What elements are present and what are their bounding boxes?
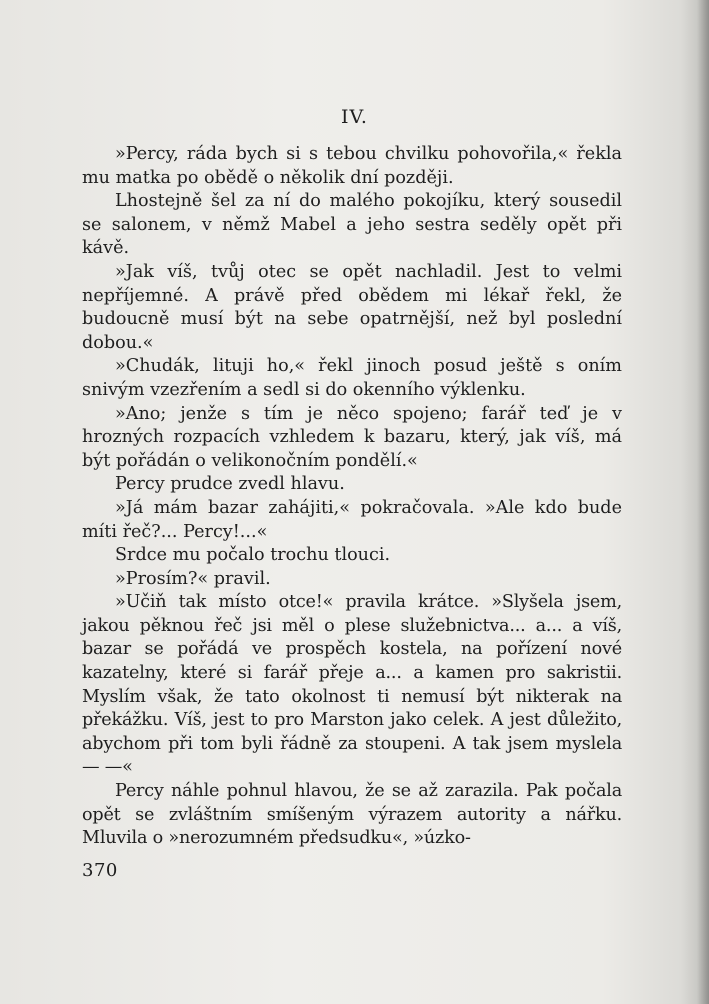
page-number: 370: [82, 860, 118, 881]
paragraph: Lhostejně šel za ní do malého pokojíku, který sousedil se salonem, v němž Mabel a jeho sestra seděly opět při kávě.: [82, 191, 622, 259]
paragraph: Percy náhle pohnul hlavou, že se až zarazila. Pak počala opět se zvláštním smíšeným výrazem autority a nářku. Mluvila o »nerozumném předsudku«, »úzko-: [82, 781, 622, 849]
paragraph: »Prosím?« pravil.: [115, 568, 271, 589]
paragraph: »Chudák, lituji ho,« řekl jinoch posud ještě s oním snivým vzezřením a sedl si do okenního výklenku.: [82, 356, 622, 400]
paragraph: »Jak víš, tvůj otec se opět nachladil. Jest to velmi nepříjemné. A právě před obědem mi lékař řekl, že budoucně musí být na sebe opatrnější, než byl poslední dobou.«: [82, 261, 622, 353]
paragraph: »Percy, ráda bych si s tebou chvilku pohovořila,« řekla mu matka po obědě o několik dní později.: [82, 144, 622, 188]
paragraph: »Ano; jenže s tím je něco spojeno; farář teď je v hrozných rozpacích vzhledem k bazaru, který, jak víš, má být pořádán o velikonočním pondělí.«: [82, 403, 622, 471]
paragraph: Percy prudce zvedl hlavu.: [115, 474, 345, 495]
paragraph: Srdce mu počalo trochu tlouci.: [115, 545, 391, 566]
paragraph: »Já mám bazar zahájiti,« pokračovala. »Ale kdo bude míti řeč?... Percy!...«: [82, 497, 622, 542]
page-gutter-shadow: [697, 0, 709, 1004]
body-text: [82, 143, 622, 851]
chapter-heading: IV.: [341, 106, 368, 128]
paragraph: »Učiň tak místo otce!« pravila krátce. »Slyšela jsem, jakou pěknou řeč jsi měl o plese služebnictva... a... a víš, bazar se pořádá ve prospěch kostela, na pořízení nové kazatelny, které si farář přeje a... a kamen pro sakristii. Myslím však, že tato okolnost ti nemusí být nikterak na překážku. Víš, jest to pro Marston jako celek. A jest důležito, abychom při tom byli řádně za stoupeni. A tak jsem myslela — —«: [82, 592, 622, 778]
